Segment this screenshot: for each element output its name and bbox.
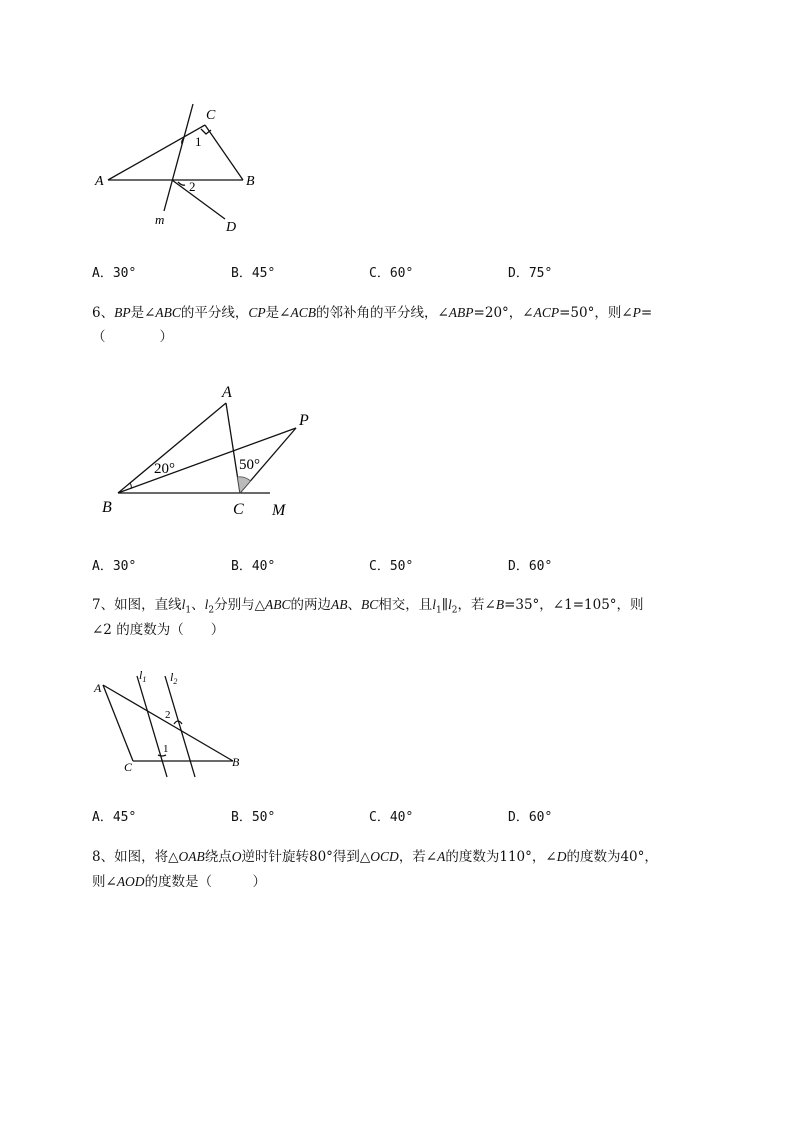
q7-l1-sub: 1 <box>185 605 192 616</box>
q5-option-c[interactable]: C．60° <box>369 266 414 281</box>
q7-seg: 如图，直线 <box>114 597 182 613</box>
q7-seg: =35°，∠1=105°，则 <box>504 597 644 613</box>
q7-number: 7、 <box>92 597 115 613</box>
q7-seg: 、 <box>347 597 361 613</box>
q5-option-b[interactable]: B．45° <box>231 266 276 281</box>
q7-l2-sub: 2 <box>208 605 215 616</box>
label-c: C <box>124 760 133 774</box>
angle-2-arc <box>178 182 185 185</box>
line-ac <box>103 685 133 761</box>
q6-seg: =50°，则∠ <box>559 305 633 321</box>
q6-bp: BP <box>114 305 131 320</box>
q6-number: 6、 <box>92 305 115 321</box>
line-ac <box>226 403 240 493</box>
line-cp <box>240 428 296 493</box>
label-angle-1: 1 <box>195 134 202 149</box>
q7-seg: 、 <box>191 597 205 613</box>
line-ac <box>108 125 205 180</box>
q8-text-line2 <box>92 870 266 894</box>
label-angle-20: 20° <box>154 461 175 477</box>
q6-option-a[interactable]: A．30° <box>92 559 137 574</box>
q8-seg: 的度数是（ ） <box>144 874 267 890</box>
label-m: m <box>155 212 165 227</box>
q7-abc: ABC <box>264 597 291 612</box>
q7-text-line2: ∠2 的度数为（ ） <box>92 622 225 638</box>
q6-option-c[interactable]: C．50° <box>369 559 414 574</box>
angle-b-arc <box>130 483 131 489</box>
label-c: C <box>233 501 244 518</box>
q6-text-line2: （ ） <box>92 329 173 345</box>
label-angle-1: 1 <box>163 743 169 755</box>
q6-acb: ACB <box>290 305 316 320</box>
label-b: B <box>246 174 255 189</box>
q6-cp: CP <box>248 305 266 320</box>
q7-seg: ，若∠ <box>457 597 496 613</box>
right-angle-mark <box>201 129 211 134</box>
q8-seg: ，若∠ <box>398 849 438 865</box>
q7-bc: BC <box>360 597 379 612</box>
q6-seg: 是∠ <box>130 305 156 321</box>
q7-seg: 分别与△ <box>214 597 265 613</box>
q7-option-b[interactable]: B．50° <box>231 810 276 825</box>
label-a: A <box>222 384 232 401</box>
q6-abp: ABP <box>448 305 474 320</box>
q8-d: D <box>556 849 567 864</box>
q8-seg: 的度数为110°，∠ <box>445 849 557 865</box>
q8-seg: 逆时针旋转80°得到△ <box>241 849 371 865</box>
line-l1 <box>137 676 167 777</box>
q8-oab: OAB <box>178 849 205 864</box>
q7-option-d[interactable]: D．60° <box>508 810 553 825</box>
q8-o: O <box>231 849 242 864</box>
angle-2-arc <box>174 721 182 724</box>
q8-seg: 如图，将△ <box>114 849 179 865</box>
q7-l2: l <box>204 597 209 612</box>
angle-1-arc <box>182 138 184 144</box>
q6-seg: =20°，∠ <box>473 305 534 321</box>
label-p: P <box>299 412 309 429</box>
line-m <box>164 104 193 211</box>
line-bp <box>118 428 296 493</box>
q6-option-d[interactable]: D．60° <box>508 559 553 574</box>
q5-option-a[interactable]: A．30° <box>92 266 137 281</box>
label-m: M <box>272 502 286 519</box>
q8-aod: AOD <box>116 874 145 889</box>
line-cb <box>205 125 243 180</box>
q6-seg: 是∠ <box>265 305 291 321</box>
q8-seg: 绕点 <box>204 849 232 865</box>
q6-abc: ABC <box>155 305 181 320</box>
q8-seg: 的度数为40°， <box>566 849 658 865</box>
q7-seg: 的两边 <box>290 597 331 613</box>
q6-acp: ACP <box>533 305 560 320</box>
q6-option-b[interactable]: B．40° <box>231 559 276 574</box>
q7-b: B <box>495 597 505 612</box>
line-l2 <box>165 676 195 777</box>
label-b: B <box>102 499 112 516</box>
label-d: D <box>226 220 237 235</box>
q6-p: P <box>632 305 641 320</box>
q8-number: 8、 <box>92 849 115 865</box>
label-c: C <box>206 108 216 123</box>
line-d <box>172 180 225 219</box>
q6-seg: 的平分线， <box>180 305 249 321</box>
q7-seg: ∥ <box>441 597 448 613</box>
q7-l1b: l <box>432 597 437 612</box>
q8-ocd: OCD <box>370 849 399 864</box>
label-a: A <box>95 174 104 189</box>
q8-seg: 则∠ <box>92 874 117 890</box>
q7-l2b: l <box>448 597 452 612</box>
label-l1: $l_1$ <box>139 668 147 684</box>
label-angle-2: 2 <box>189 179 196 194</box>
q8-a: A <box>437 849 446 864</box>
q7-l1: l <box>181 597 186 612</box>
line-ba <box>118 403 226 493</box>
q5-option-d[interactable]: D．75° <box>508 266 553 281</box>
label-angle-2: 2 <box>165 709 171 721</box>
angle-1-arc <box>158 755 166 756</box>
q8-text-line1 <box>92 845 658 869</box>
label-l2: $l_2$ <box>170 670 178 686</box>
q7-ab: AB <box>330 597 348 612</box>
q6-seg: 的邻补角的平分线，∠ <box>315 305 449 321</box>
line-ab <box>103 685 233 761</box>
q7-seg: 相交，且 <box>378 597 433 613</box>
q7-l2b-sub: 2 <box>451 605 458 616</box>
label-angle-50: 50° <box>239 457 260 473</box>
label-a: A <box>94 681 102 695</box>
q6-seg: = <box>640 305 653 321</box>
q7-option-a[interactable]: A．45° <box>92 810 137 825</box>
angle-acp-shade <box>238 477 251 493</box>
label-b: B <box>232 755 240 769</box>
q6-text-line1 <box>92 301 652 325</box>
q7-l1b-sub: 1 <box>436 605 442 616</box>
q7-option-c[interactable]: C．40° <box>369 810 414 825</box>
